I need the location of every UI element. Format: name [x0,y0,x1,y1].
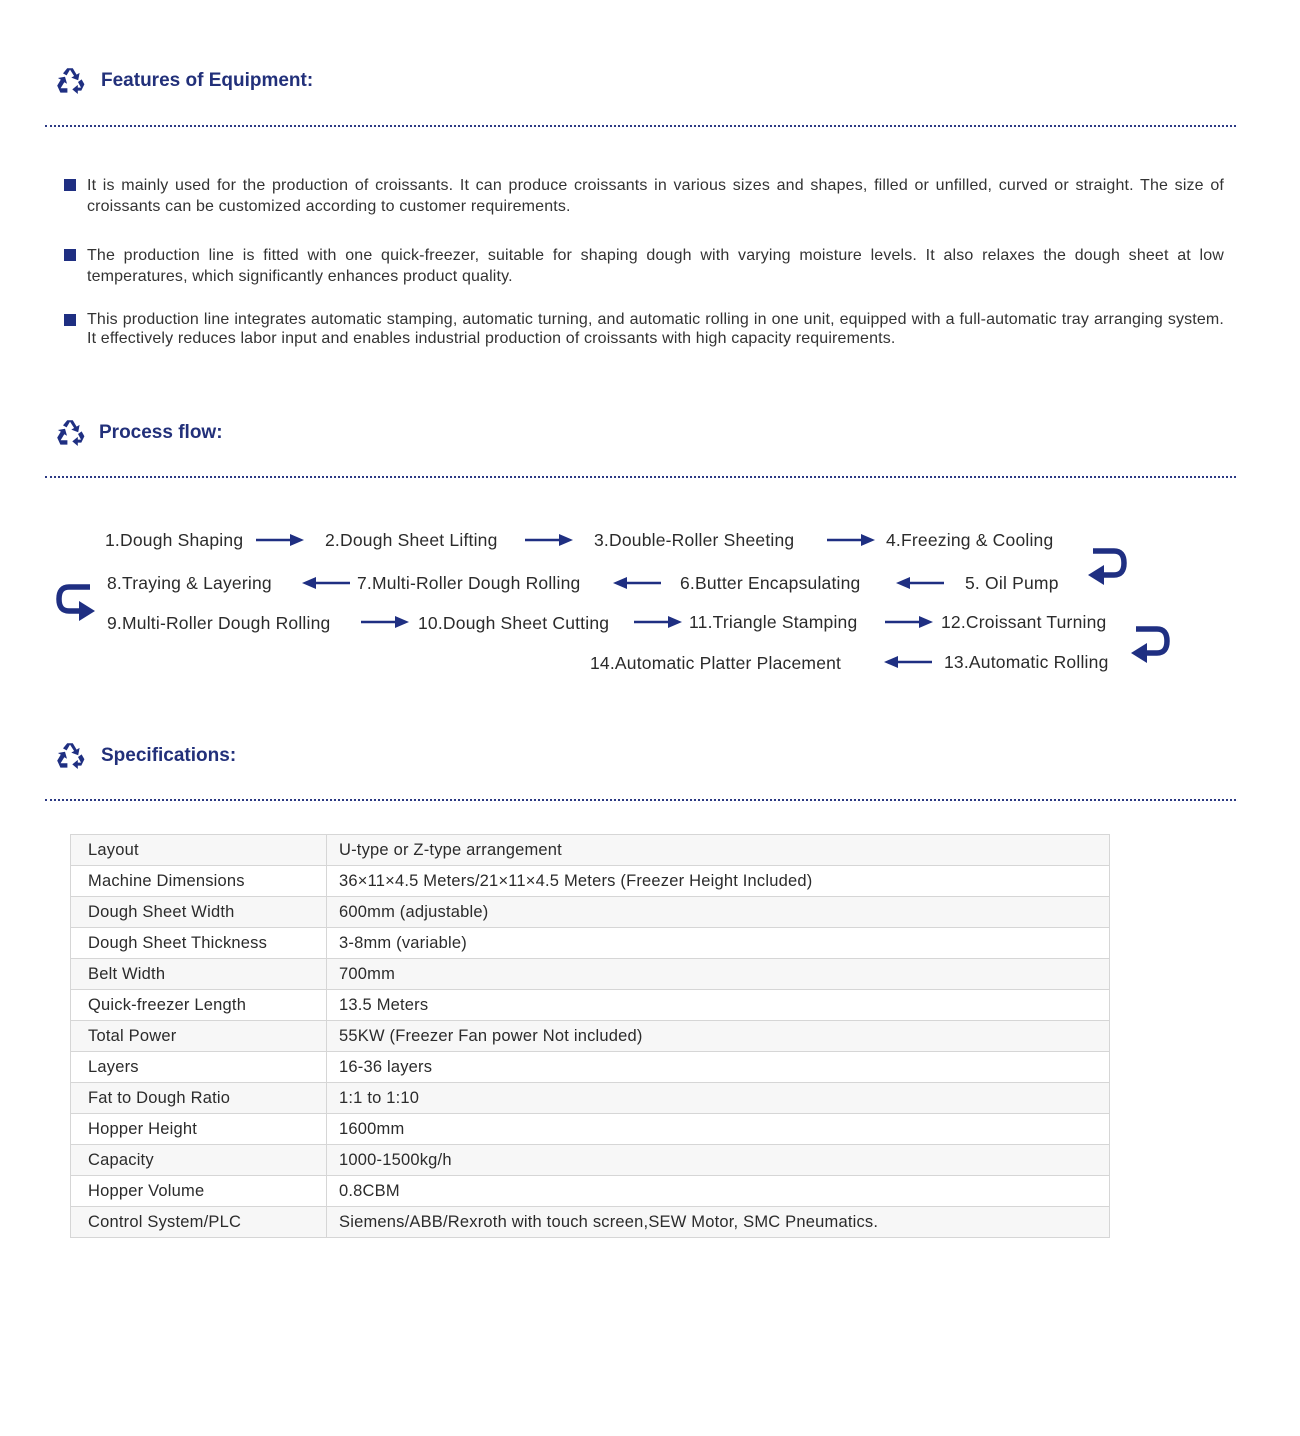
table-row [71,1145,1110,1176]
process-step-13: 13.Automatic Rolling [944,652,1109,672]
feature-bullet-text: This production line integrates automatic stamping, automatic turning, and automatic rolling in one unit, equipped with a full-automatic tray arranging system. It effectively reduces labor input and enables industrial production of croissants with high capacity requirements. [87,311,1224,347]
recycle-icon [54,417,86,449]
recycle-icon [54,65,86,97]
process-divider [45,476,1236,478]
spec-value-cell: 36×11×4.5 Meters/21×11×4.5 Meters (Freezer Height Included) [327,866,1110,897]
process-step-12: 12.Croissant Turning [941,612,1107,632]
u-turn-arrow-icon [52,582,96,627]
specs-section-header [54,739,236,773]
spec-name-cell: Total Power [71,1021,327,1052]
process-step-6: 6.Butter Encapsulating [680,573,861,593]
square-bullet-icon [64,314,76,326]
arrow-left-icon [302,576,350,590]
table-row [71,1114,1110,1145]
spec-name-cell: Capacity [71,1145,327,1176]
table-row [71,1176,1110,1207]
square-bullet-icon [64,179,76,191]
spec-value-cell: 1600mm [327,1114,1110,1145]
table-row [71,897,1110,928]
spec-name-cell: Machine Dimensions [71,866,327,897]
table-row [71,1052,1110,1083]
arrow-right-icon [361,615,409,629]
table-row [71,1083,1110,1114]
feature-bullet-1 [64,175,1224,217]
feature-bullet-2 [64,245,1224,287]
table-row [71,866,1110,897]
process-step-1: 1.Dough Shaping [105,530,244,550]
spec-name-cell: Layout [71,835,327,866]
process-step-8: 8.Traying & Layering [107,573,272,593]
square-bullet-icon [64,249,76,261]
specifications-table [70,834,1110,1238]
spec-name-cell: Control System/PLC [71,1207,327,1238]
spec-name-cell: Dough Sheet Thickness [71,928,327,959]
table-row [71,990,1110,1021]
spec-name-cell: Hopper Volume [71,1176,327,1207]
spec-value-cell: U-type or Z-type arrangement [327,835,1110,866]
spec-name-cell: Layers [71,1052,327,1083]
spec-value-cell: 55KW (Freezer Fan power Not included) [327,1021,1110,1052]
spec-name-cell: Dough Sheet Width [71,897,327,928]
table-row [71,959,1110,990]
spec-name-cell: Fat to Dough Ratio [71,1083,327,1114]
process-step-9: 9.Multi-Roller Dough Rolling [107,613,331,633]
table-row [71,928,1110,959]
process-step-11: 11.Triangle Stamping [689,612,858,632]
u-turn-arrow-icon [1087,546,1131,591]
process-section-header [54,416,223,450]
arrow-right-icon [525,533,573,547]
recycle-icon [54,740,86,772]
process-step-14: 14.Automatic Platter Placement [590,653,842,673]
specs-title: Specifications: [101,745,237,766]
features-divider [45,125,1236,127]
arrow-right-icon [885,615,933,629]
process-step-2: 2.Dough Sheet Lifting [325,530,498,550]
specs-divider [45,799,1236,801]
arrow-right-icon [256,533,304,547]
table-row [71,835,1110,866]
arrow-right-icon [827,533,875,547]
spec-value-cell: 13.5 Meters [327,990,1110,1021]
feature-bullet-3 [64,310,1224,348]
process-step-10: 10.Dough Sheet Cutting [418,613,610,633]
spec-name-cell: Hopper Height [71,1114,327,1145]
process-step-5: 5. Oil Pump [965,573,1059,593]
spec-value-cell: Siemens/ABB/Rexroth with touch screen,SEW Motor, SMC Pneumatics. [327,1207,1110,1238]
features-title: Features of Equipment: [101,70,314,91]
feature-bullet-text: The production line is fitted with one quick-freezer, suitable for shaping dough with varying moisture levels. It also relaxes the dough sheet at low temperatures, which significantly enhances product quality. [87,247,1224,285]
spec-value-cell: 700mm [327,959,1110,990]
process-step-7: 7.Multi-Roller Dough Rolling [357,573,581,593]
arrow-right-icon [634,615,682,629]
spec-name-cell: Belt Width [71,959,327,990]
process-title: Process flow: [99,422,223,443]
spec-name-cell: Quick-freezer Length [71,990,327,1021]
features-section-header [54,64,313,98]
spec-value-cell: 1:1 to 1:10 [327,1083,1110,1114]
process-step-3: 3.Double-Roller Sheeting [594,530,795,550]
process-step-4: 4.Freezing & Cooling [886,530,1054,550]
arrow-left-icon [896,576,944,590]
arrow-left-icon [613,576,661,590]
spec-value-cell: 600mm (adjustable) [327,897,1110,928]
u-turn-arrow-icon [1130,624,1174,669]
table-row [71,1021,1110,1052]
spec-value-cell: 16-36 layers [327,1052,1110,1083]
spec-value-cell: 3-8mm (variable) [327,928,1110,959]
table-row [71,1207,1110,1238]
arrow-left-icon [884,655,932,669]
feature-bullet-text: It is mainly used for the production of croissants. It can produce croissants in various sizes and shapes, filled or unfilled, curved or straight. The size of croissants can be customized according to customer requirements. [87,177,1224,215]
spec-value-cell: 0.8CBM [327,1176,1110,1207]
spec-value-cell: 1000-1500kg/h [327,1145,1110,1176]
